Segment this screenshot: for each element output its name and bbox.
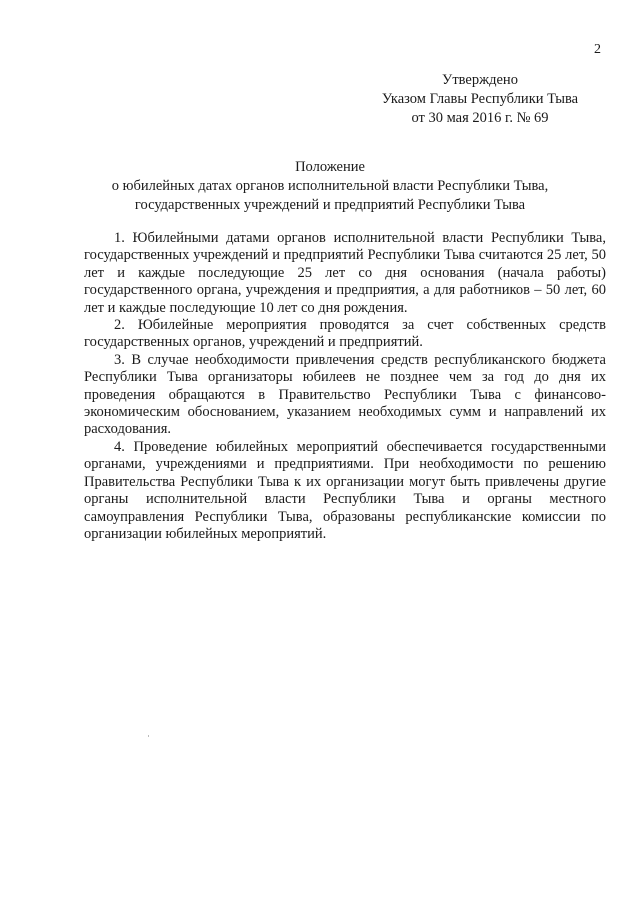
approval-decree: Указом Главы Республики Тыва bbox=[381, 91, 579, 107]
title-subtitle-line-1: о юбилейных датах органов исполнительной власти Республики Тыва, bbox=[111, 178, 549, 194]
approval-label: Утверждено bbox=[442, 72, 518, 88]
title-heading: Положение bbox=[295, 159, 365, 175]
paragraph-4: 4. Проведение юбилейных мероприятий обеспечивается государственными органами, учреждениями и предприятиями. При необходимости по решению Правительства Республики Тыва к их организации могут быть привлечены другие органы исполнительной власти Республики Тыва и органы местного самоуправления Республики Тыва, образованы республиканские комиссии по организации юбилейных мероприятий. bbox=[84, 438, 606, 542]
title-subtitle-line-2: государственных учреждений и предприятий Республики Тыва bbox=[134, 197, 526, 213]
document-title bbox=[85, 158, 575, 215]
scan-speck bbox=[148, 735, 149, 737]
paragraph-2: 2. Юбилейные мероприятия проводятся за счет собственных средств государственных органов, учреждений и предприятий. bbox=[84, 317, 606, 351]
paragraph-3: 3. В случае необходимости привлечения средств республиканского бюджета Республики Тыва организаторы юбилеев не позднее чем за год до дня их проведения обращаются в Правительство Республики Тыва с финансово-экономическим обоснованием, указанием необходимых сумм и направлений их расходования. bbox=[84, 351, 606, 438]
document-body bbox=[84, 230, 606, 543]
page-number: 2 bbox=[594, 42, 601, 57]
paragraph-1: 1. Юбилейными датами органов исполнительной власти Республики Тыва, государственных учреждений и предприятий Республики Тыва считаются 25 лет, 50 лет и каждые последующие 25 лет со дня основания (начала работы) государственного органа, учреждения и предприятия, а для работников – 50 лет, 60 лет и каждые последующие 10 лет со дня рождения. bbox=[84, 230, 606, 316]
approval-date: от 30 мая 2016 г. № 69 bbox=[411, 110, 549, 126]
approval-block bbox=[360, 71, 600, 128]
